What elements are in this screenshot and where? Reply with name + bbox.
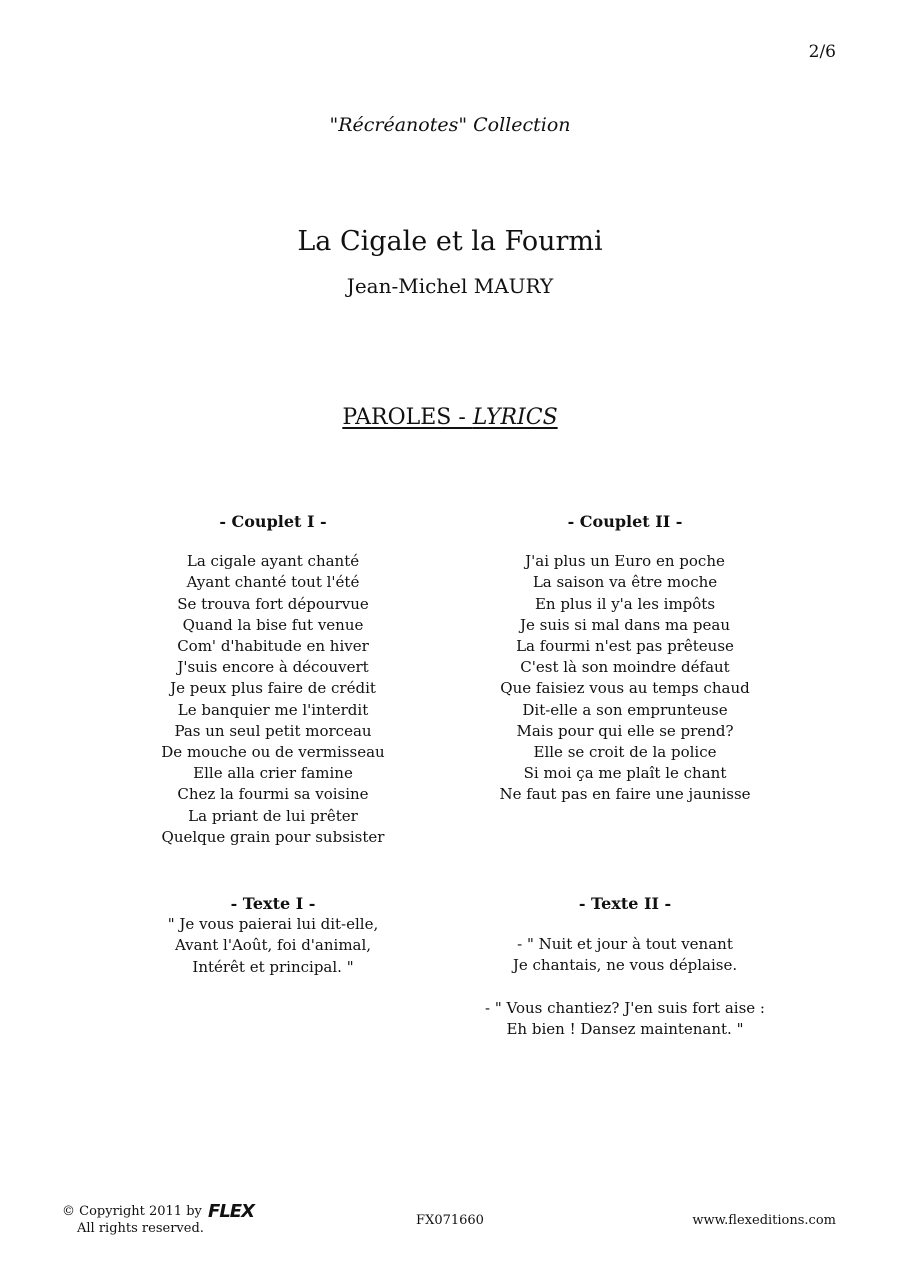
quote-line: Avant l'Août, foi d'animal, [174, 936, 372, 955]
lyric-line: La cigale ayant chanté [186, 552, 360, 571]
rights-text: All rights reserved. [77, 1221, 204, 1236]
lyrics-heading-italic: LYRICS [472, 405, 558, 430]
lyric-line: La priant de lui prêter [188, 806, 358, 825]
texte-1-lines [108, 914, 438, 978]
texte-1 [108, 893, 438, 978]
couplet-2 [460, 511, 790, 806]
lyric-line: De mouche ou de vermisseau [161, 743, 385, 762]
lyric-line: Ne faut pas en faire une jaunisse [499, 785, 751, 804]
lyric-line: Si moi ça me plaît le chant [523, 764, 727, 783]
texte-2-block-2 [460, 998, 790, 1040]
lyric-line: Se trouva fort dépourvue [177, 594, 369, 613]
couplet-2-heading: - Couplet II - [567, 512, 683, 531]
quote-line: - " Vous chantiez? J'en suis fort aise : [485, 998, 765, 1017]
lyric-line: Dit-elle a son emprunteuse [522, 700, 728, 719]
lyric-line: Quand la bise fut venue [182, 615, 364, 634]
lyric-line: En plus il y'a les impôts [534, 594, 716, 613]
lyric-line: Je suis si mal dans ma peau [520, 615, 730, 634]
lyric-line: Quelque grain pour subsister [161, 827, 385, 846]
lyrics-heading-text [342, 405, 557, 430]
flex-logo: FLEX [208, 1201, 254, 1222]
collection-name: "Récréanotes" Collection [329, 114, 571, 136]
lyrics-heading-main: PAROLES - [342, 405, 473, 430]
copyright-text: © Copyright 2011 by [62, 1204, 202, 1219]
lyric-line: La fourmi n'est pas prêteuse [516, 637, 734, 656]
lyric-line: Je peux plus faire de crédit [170, 679, 376, 698]
lyric-line: Chez la fourmi sa voisine [177, 785, 369, 804]
lyric-line: Elle se croit de la police [533, 743, 717, 762]
quote-line: Je chantais, ne vous déplaise. [512, 956, 738, 975]
catalog-code: FX071660 [416, 1213, 484, 1228]
author-name: Jean-Michel MAURY [346, 274, 554, 298]
couplet-1-lines [108, 551, 438, 848]
lyric-line: Pas un seul petit morceau [174, 721, 372, 740]
lyric-line: C'est là son moindre défaut [520, 658, 730, 677]
lyric-line: Elle alla crier famine [193, 764, 353, 783]
lyric-line: Le banquier me l'interdit [177, 700, 369, 719]
quote-line: Intérêt et principal. " [192, 957, 354, 976]
song-title: La Cigale et la Fourmi [297, 226, 603, 257]
quote-line: - " Nuit et jour à tout venant [517, 935, 733, 954]
lyric-line: Ayant chanté tout l'été [186, 573, 360, 592]
lyric-line: Que faisiez vous au temps chaud [500, 679, 750, 698]
lyric-line: J'suis encore à découvert [177, 658, 369, 677]
lyric-line: J'ai plus un Euro en poche [525, 552, 725, 571]
lyric-line: Com' d'habitude en hiver [177, 637, 369, 656]
quote-line: Eh bien ! Dansez maintenant. " [506, 1019, 744, 1038]
couplet-1-heading: - Couplet I - [219, 512, 327, 531]
texte-2-block-1 [460, 934, 790, 976]
quote-line: " Je vous paierai lui dit-elle, [167, 915, 379, 934]
lyric-line: Mais pour qui elle se prend? [516, 721, 734, 740]
texte-2-heading: - Texte II - [578, 894, 672, 913]
publisher-url[interactable]: www.flexeditions.com [692, 1213, 836, 1228]
page-number: 2/6 [808, 42, 836, 62]
texte-1-heading: - Texte I - [230, 894, 316, 913]
lyrics-heading [0, 405, 900, 430]
texte-2 [460, 893, 790, 1040]
couplet-2-lines [460, 551, 790, 805]
lyric-line: La saison va être moche [532, 573, 718, 592]
couplet-1 [108, 511, 438, 848]
